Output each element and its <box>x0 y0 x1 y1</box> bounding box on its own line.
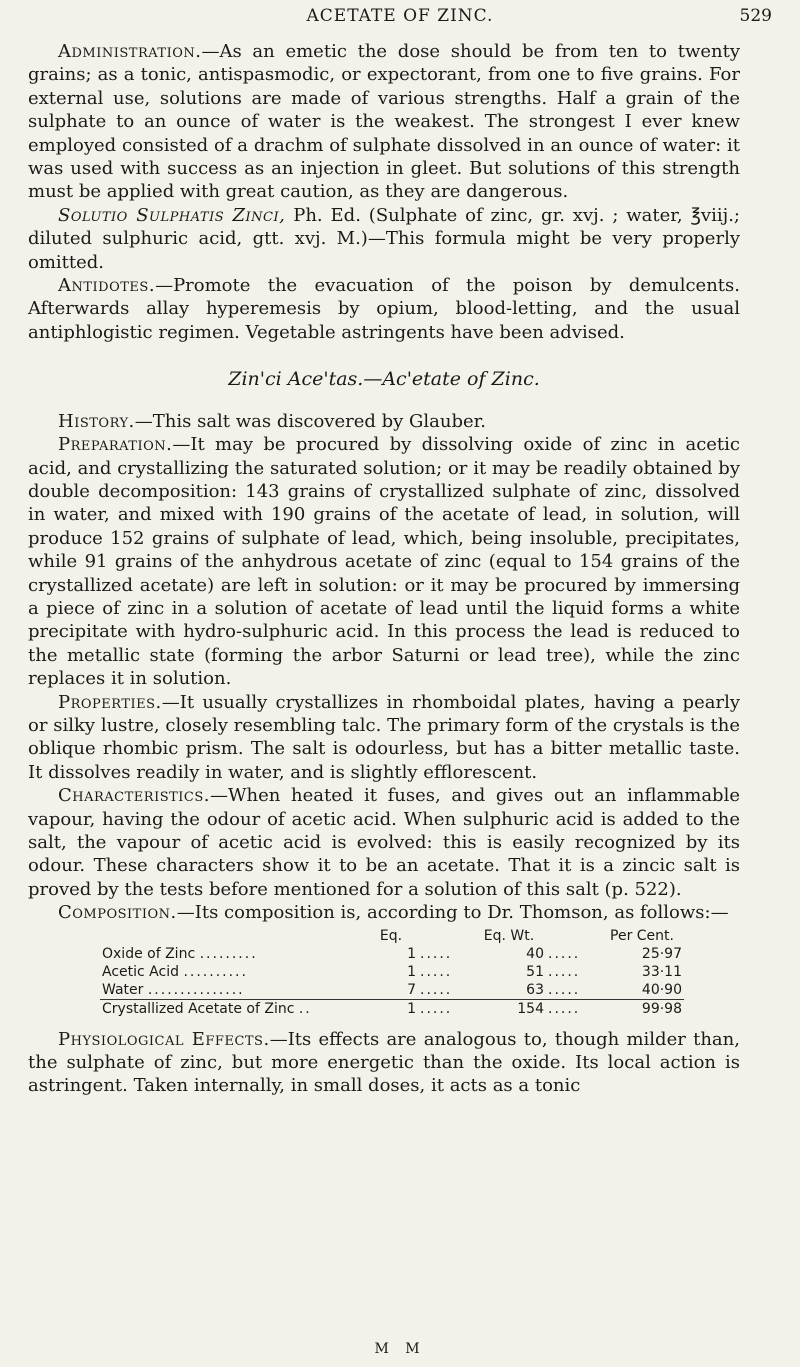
text-composition: —Its composition is, according to Dr. Thomson, as follows:— <box>176 902 729 924</box>
signature-mark: M M <box>374 1341 426 1357</box>
table-header-blank <box>100 927 364 945</box>
text-history: —This salt was discovered by Glauber. <box>134 410 487 432</box>
table-header-eq: Eq. <box>379 927 403 944</box>
heading-physiological-effects: Physiological Effects. <box>58 1028 270 1050</box>
para-preparation <box>28 433 740 690</box>
heading-antidotes: Antidotes. <box>58 275 156 297</box>
table-row: Oxide of Zinc ......... 1 ..... 40 ..... 25·97 <box>102 945 682 962</box>
text-solutio: Ph. Ed. (Sulphate of zinc, gr. xvj. ; water, ℥viij.; diluted sulphuric acid, gtt. xvj. M.)—This formula might be very properly omitted. <box>28 204 740 273</box>
text-preparation: —It may be procured by dissolving oxide of zinc in acetic acid, and crystallizing the saturated solution; or it may be readily obtained by double decomposition: 143 grains of crystallized sulphate of zinc, dissolved in water, and mixed with 190 grains of the acetate of lead, in solution, will produce 152 grains of sulphate of lead, which, being insoluble, precipitates, while 91 grains of the anhydrous acetate of zinc (equal to 154 grains of the crystallized acetate) are left in solution: or it may be procured by immersing a piece of zinc in a solution of acetate of lead until the liquid forms a white precipitate with hydro-sulphuric acid. In this process the lead is reduced to the metallic state (forming the arbor Saturni or lead tree), while the zinc replaces it in solution. <box>28 434 740 690</box>
text-antidotes: —Promote the evacuation of the poison by demulcents. Afterwards allay hyperemesis by opium, blood-letting, and the usual antiphlogistic regimen. Vegetable astringents have been advised. <box>28 275 740 343</box>
text-characteristics: —When heated it fuses, and gives out an inflammable vapour, having the odour of acetic acid. When sulphuric acid is added to the salt, the vapour of acetic acid is evolved: this is easily recognized by its odour. These characters show it to be an acetate. That it is a zincic salt is proved by the tests before mentioned for a solution of this salt (p. 522). <box>28 785 740 900</box>
table-header-percent: Per Cent. <box>610 927 674 944</box>
para-administration <box>28 40 740 204</box>
heading-history: History. <box>58 410 135 432</box>
para-composition <box>28 901 740 924</box>
heading-preparation: Preparation. <box>58 434 173 456</box>
para-physiological-effects <box>28 1028 740 1098</box>
heading-solutio: Solutio Sulphatis Zinci, <box>58 204 286 226</box>
heading-characteristics: Characteristics. <box>58 785 210 807</box>
heading-administration: Administration. <box>58 41 202 62</box>
running-head: ACETATE OF ZINC. <box>306 6 494 26</box>
table-header-eqwt: Eq. Wt. <box>483 927 535 944</box>
table-row: Acetic Acid .......... 1 ..... 51 ..... 33·11 <box>102 963 682 980</box>
table-row: Water ............... 7 ..... 63 ..... 40·90 <box>102 981 682 998</box>
page-number: 529 <box>739 6 772 26</box>
text-properties: —It usually crystallizes in rhomboidal plates, having a pearly or silky lustre, closely resembling talc. The primary form of the crystals is the oblique rhombic prism. The salt is odourless, but has a bitter metallic taste. It dissolves readily in water, and is slightly efflorescent. <box>28 691 740 783</box>
heading-properties: Properties. <box>58 691 162 713</box>
text-physiological-effects: —Its effects are analogous to, though milder than, the sulphate of zinc, but more energetic than the oxide. Its local action is astringent. Taken internally, in small doses, it acts as a tonic <box>28 1028 740 1097</box>
table-total-row: Crystallized Acetate of Zinc .. 1 ..... 154 ..... 99·98 <box>102 1000 682 1017</box>
section-title: Zin'ci Ace'tas.—Ac'etate of Zinc. <box>228 368 540 391</box>
composition-table <box>100 927 684 1018</box>
para-history <box>28 410 740 433</box>
para-antidotes <box>28 274 740 344</box>
para-characteristics <box>28 784 740 901</box>
body-text <box>28 40 740 1098</box>
para-solutio <box>28 204 740 274</box>
para-properties <box>28 691 740 785</box>
text-administration: —As an emetic the dose should be from ten to twenty grains; as a tonic, antispasmodic, or expectorant, from one to five grains. For external use, solutions are made of various strengths. Half a grain of the sulphate to an ounce of water is the weakest. The strongest I ever knew employed consisted of a drachm of sulphate dissolved in an ounce of water: it was used with success as an injection in gleet. But solutions of this strength must be applied with great caution, as they are dangerous. <box>28 41 740 203</box>
heading-composition: Composition. <box>58 902 177 924</box>
